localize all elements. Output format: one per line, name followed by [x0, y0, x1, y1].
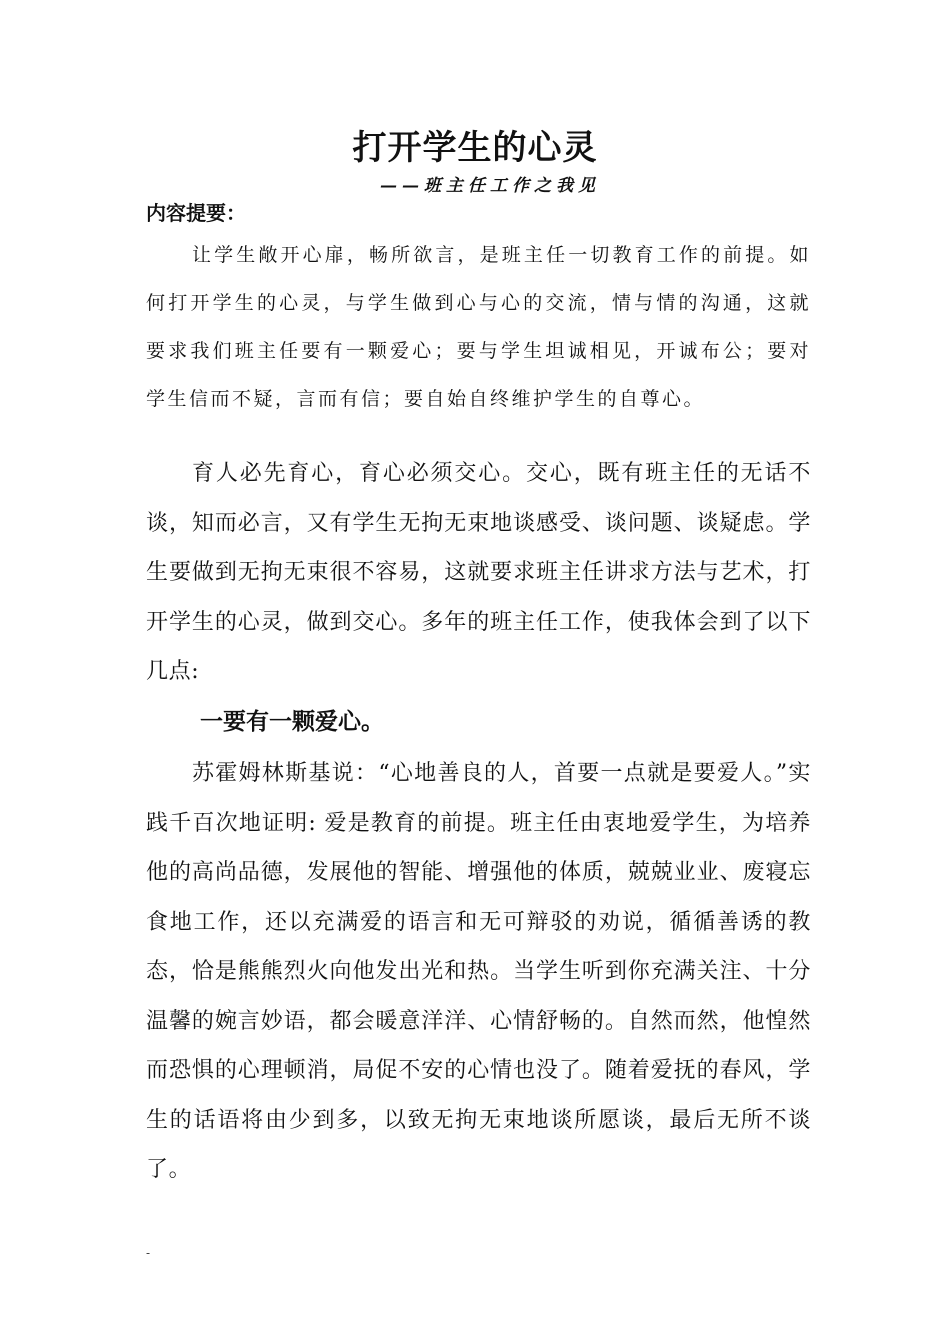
document-title: 打开学生的心灵	[352, 128, 598, 168]
abstract-text: 让学生敞开心扉，畅所欲言，是班主任一切教育工作的前提。如何打开学生的心灵，与学生做到心与心的交流，情与情的沟通，这就要求我们班主任要有一颗爱心；要与学生坦诚相见，开诚布公；要对学生信而不疑，言而有信；要自始自终维护学生的自尊心。	[146, 244, 811, 410]
document-subtitle: ——班主任工作之我见	[380, 176, 600, 196]
footer-mark: -	[146, 1246, 151, 1260]
section-one-paragraph: 苏霍姆林斯基说：“心地善良的人，首要一点就是要爱人。”实践千百次地证明: 爱是教育的前提。班主任由衷地爱学生，为培养他的高尚品德，发展他的智能、增强他的体质，兢兢业业、废寝忘食地工作，还以充满爱的语言和无可辩驳的劝说，循循善诱的教态，恰是熊熊烈火向他发出光和热。当学生听到你充满关注、十分温馨的婉言妙语，都会暖意洋洋、心情舒畅的。自然而然，他惶然而恐惧的心理顿消，局促不安的心情也没了。随着爱抚的春风，学生的话语将由少到多，以致无拘无束地谈所愿谈，最后无所不谈了。	[146, 761, 811, 1182]
abstract-label: 内容提要：	[146, 201, 246, 225]
intro-paragraph: 育人必先育心，育心必须交心。交心，既有班主任的无话不谈，知而必言，又有学生无拘无束地谈感受、谈问题、谈疑虑。学生要做到无拘无束很不容易，这就要求班主任讲求方法与艺术，打开学生的心灵，做到交心。多年的班主任工作，使我体会到了以下几点:	[146, 461, 811, 684]
section-one-heading: 一要有一颗爱心。	[200, 709, 384, 735]
